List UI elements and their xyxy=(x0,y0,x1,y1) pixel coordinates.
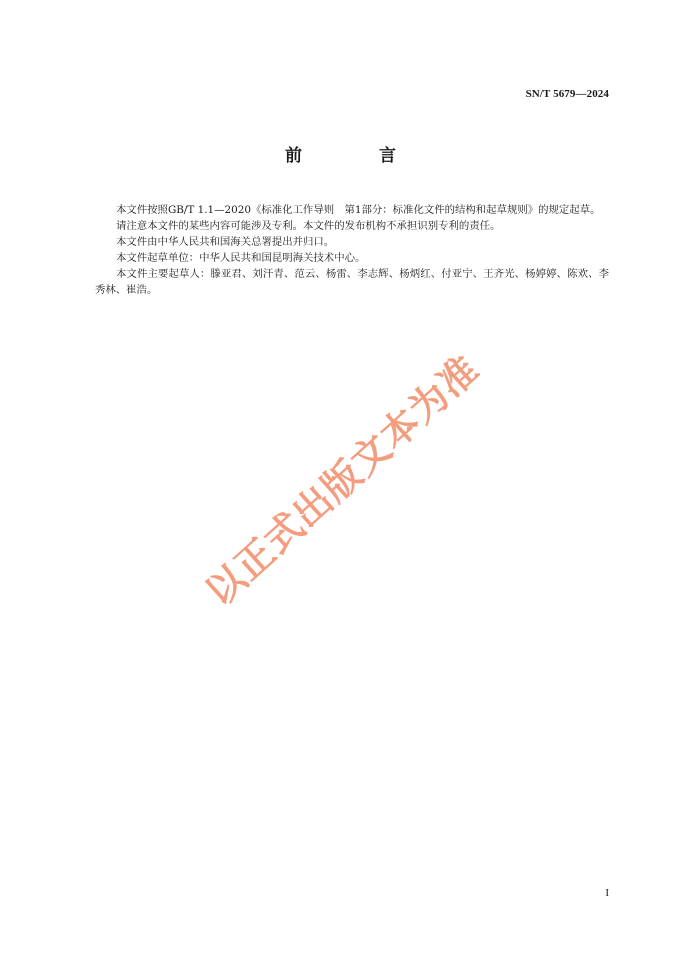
paragraph-proposer: 本文件由中华人民共和国海关总署提出并归口。 xyxy=(116,236,335,248)
paragraph-drafting-rules: 本文件按照GB/T 1.1—2020《标准化工作导则 第1部分：标准化文件的结构和起草规则》的规定起草。 xyxy=(116,204,601,216)
page-title: 前 言 xyxy=(285,146,426,166)
foreword-body xyxy=(95,202,609,298)
document-code: SN/T 5679—2024 xyxy=(525,88,609,100)
paragraph-drafters: 本文件主要起草人：滕亚君、刘汗青、范云、杨雷、李志辉、杨炳红、付亚宁、王齐光、杨婷婷、陈欢、李秀林、崔浩。 xyxy=(95,268,609,296)
paragraph-patent-notice: 请注意本文件的某些内容可能涉及专利。本文件的发布机构不承担识别专利的责任。 xyxy=(116,220,501,232)
watermark: 以正式出版文本为准 xyxy=(197,346,488,615)
paragraph-drafting-unit: 本文件起草单位：中华人民共和国昆明海关技术中心。 xyxy=(116,252,366,264)
page-number: I xyxy=(605,887,609,899)
